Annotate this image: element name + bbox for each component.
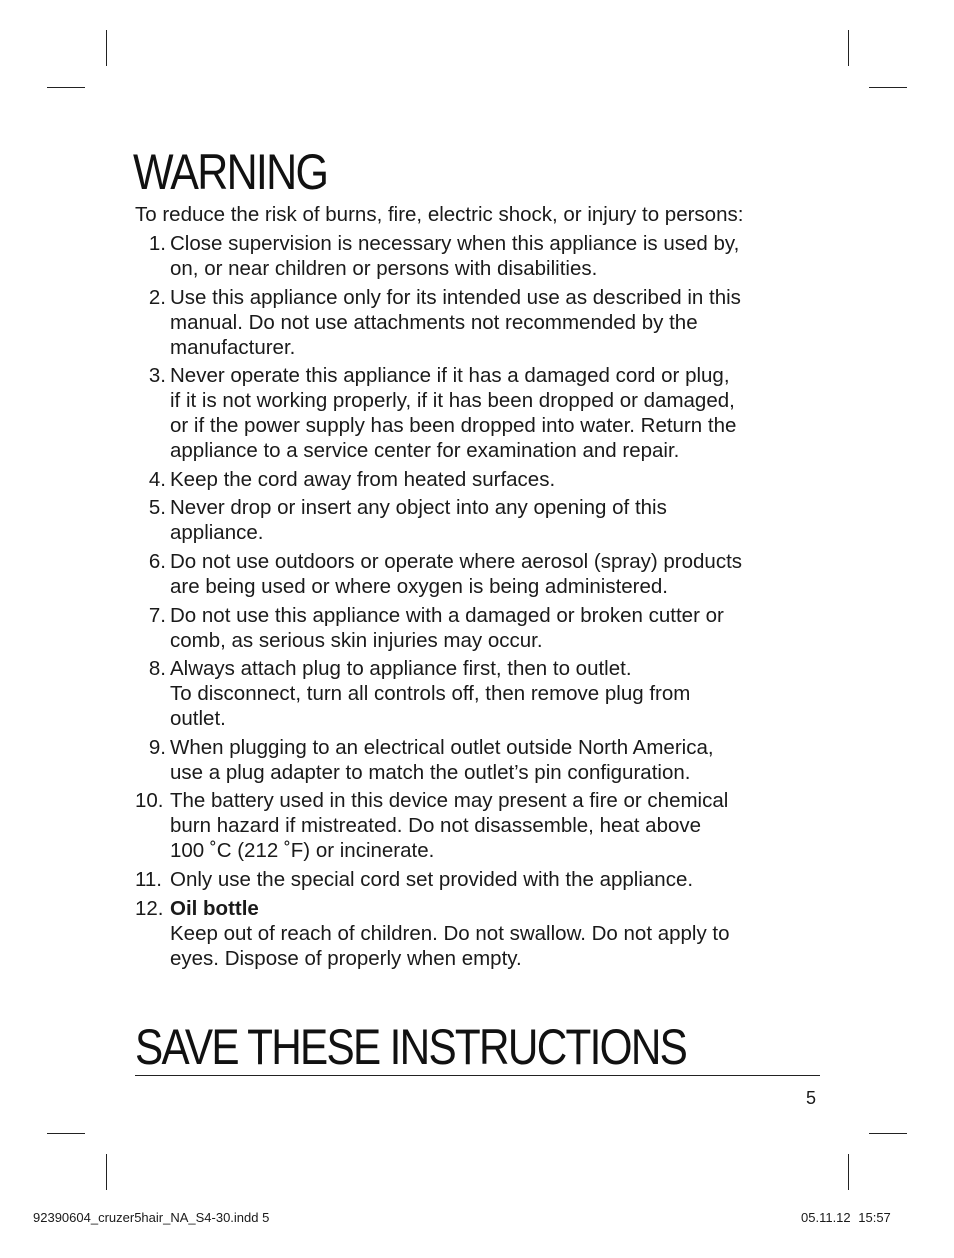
list-item [135,495,835,545]
list-item-number: 10. [135,789,164,813]
crop-mark-top-right-h [869,87,907,88]
list-item-text: use a plug adapter to match the outlet’s pin configuration. [170,760,691,784]
list-item-number: 6. [148,549,166,573]
list-item-text: appliance to a service center for examination and repair. [170,439,680,463]
list-item-text: To disconnect, turn all controls off, then remove plug from [170,682,691,706]
list-item-text: Keep the cord away from heated surfaces. [170,467,556,491]
list-item-text: The battery used in this device may present a fire or chemical [170,789,729,813]
list-item-number: 12. [135,896,164,920]
list-item-text: Always attach plug to appliance first, then to outlet. [170,657,632,681]
list-item-text: When plugging to an electrical outlet outside North America, [170,735,714,759]
list-item-text: appliance. [170,521,264,545]
list-item-text: Use this appliance only for its intended use as described in this [170,285,741,309]
list-item-text: on, or near children or persons with disabilities. [170,257,598,280]
list-item [135,788,835,863]
crop-mark-top-right [848,30,849,66]
crop-mark-bottom-left [106,1154,107,1190]
list-item-number: 9. [148,735,166,759]
list-item-text: eyes. Dispose of properly when empty. [170,946,522,970]
list-item-text: burn hazard if mistreated. Do not disassemble, heat above [170,814,702,838]
divider-rule [135,1075,820,1076]
intro-text: To reduce the risk of burns, fire, electric shock, or injury to persons: [135,203,744,226]
list-item-number: 3. [148,364,166,388]
list-item [135,867,835,892]
warning-list [135,231,835,974]
page-number: 5 [806,1088,817,1108]
list-item-number: 7. [148,603,166,627]
list-item [135,231,835,281]
list-item-number: 11. [135,867,162,891]
crop-mark-top-left-h [47,87,85,88]
crop-mark-bottom-right [848,1154,849,1190]
list-item-number: 8. [148,657,166,681]
crop-mark-bottom-right-h [869,1133,907,1134]
footer-file-name: 92390604_cruzer5hair_NA_S4-30.indd 5 [33,1210,270,1225]
list-item [135,656,835,731]
list-item-text: Only use the special cord set provided with the appliance. [170,867,694,891]
list-item-text: outlet. [170,707,226,731]
list-item-text: are being used or where oxygen is being administered. [170,574,668,598]
footer-datetime: 05.11.12 15:57 [801,1210,891,1225]
list-item-text: or if the power supply has been dropped into water. Return the [170,414,737,438]
list-item [135,363,835,463]
list-item-number: 1. [148,232,166,255]
crop-mark-bottom-left-h [47,1133,85,1134]
crop-mark-top-left [106,30,107,66]
save-instructions-heading: SAVE THESE INSTRUCTIONS [135,1019,687,1075]
list-item-text: Never drop or insert any object into any opening of this [170,496,667,520]
list-item-text: if it is not working properly, if it has been dropped or damaged, [170,389,735,413]
list-item [135,735,835,785]
list-item [135,603,835,653]
list-item [135,467,835,492]
list-item-text: Never operate this appliance if it has a damaged cord or plug, [170,364,730,388]
list-item-text: manufacturer. [170,335,296,359]
list-item-number: 5. [148,496,166,520]
list-item-text: comb, as serious skin injuries may occur. [170,628,543,652]
list-item-text: Close supervision is necessary when this appliance is used by, [170,232,740,255]
list-item-text: 100 ˚C (212 ˚F) or incinerate. [170,839,435,863]
list-item-text: manual. Do not use attachments not recommended by the [170,310,698,334]
list-item [135,285,835,360]
list-item-number: 4. [148,467,166,491]
list-item-text: Do not use outdoors or operate where aerosol (spray) products [170,549,743,573]
list-item-text: Keep out of reach of children. Do not swallow. Do not apply to [170,921,730,945]
list-item-subheading: Oil bottle [170,896,259,920]
warning-heading: WARNING [133,144,328,200]
list-item [135,896,835,971]
list-item-number: 2. [148,285,166,309]
list-item [135,549,835,599]
list-item-text: Do not use this appliance with a damaged or broken cutter or [170,603,724,627]
